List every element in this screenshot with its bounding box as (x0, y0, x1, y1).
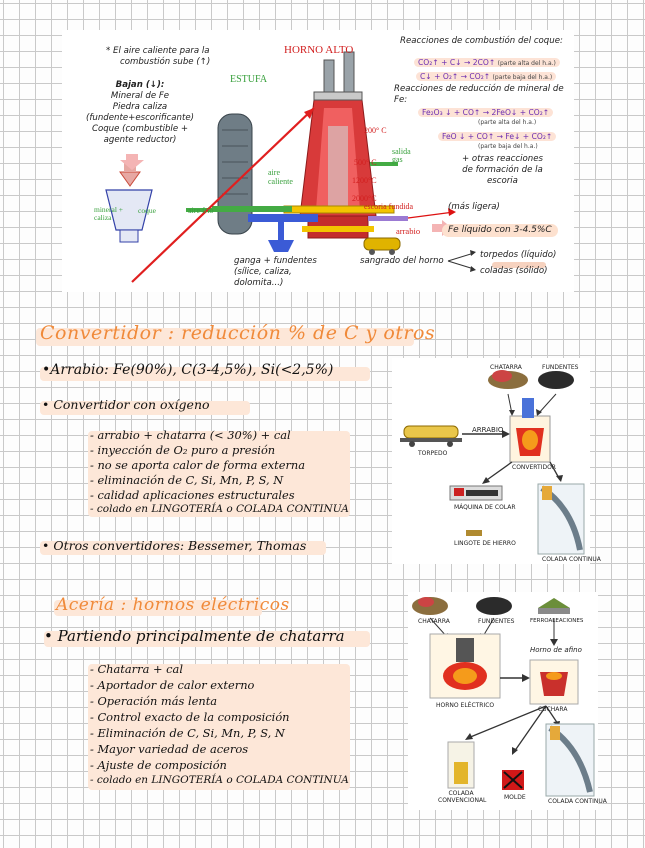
ganga-line: (sílice, caliza, (234, 267, 292, 277)
bajan-item: Piedra caliza (112, 102, 168, 112)
diag-horno-electrico: HORNO ELÉCTRICO (436, 702, 495, 709)
eq-text: Fe₂O₃ ↓ + CO↑ → 2FeO↓ + CO₂↑ (422, 108, 550, 117)
estufa-title: ESTUFA (230, 74, 268, 85)
ganga-block (234, 256, 317, 289)
otras-line: + otras reacciones (462, 154, 543, 164)
diag-convertidor: CONVERTIDOR (512, 464, 556, 471)
reduccion-eq (438, 124, 556, 150)
hopper-label-coque: coque (138, 206, 156, 215)
temp-2000: 2000°C (352, 194, 377, 203)
ganga-line: dolomita...) (234, 278, 284, 288)
diag-colada-continua: COLADA CONTINUA (548, 798, 607, 805)
diag-cuchara: CUCHARA (538, 706, 568, 713)
eq-text: FeO ↓ + CO↑ → Fe↓ + CO₂↑ (442, 132, 553, 141)
diag-ferroaleaciones: FERROALEACIONES (530, 618, 584, 624)
aire-frio-label: aire frío (188, 206, 214, 215)
diag-horno-afino: Horno de afino (530, 646, 582, 654)
conv-item: - eliminación de C, Si, Mn, P, S, N (90, 473, 284, 487)
eq-text: C↓ + O₂↑ → CO₂↑ (420, 72, 491, 81)
diag-chatarra: CHATARRA (418, 618, 450, 625)
temp-500: 500° C (354, 158, 377, 167)
bajan-item: (fundente+escorificante) (86, 113, 194, 123)
reduccion-eq (418, 100, 553, 126)
aceria-item: - Operación más lenta (90, 694, 218, 708)
aceria-item: - Eliminación de C, Si, Mn, P, S, N (90, 726, 285, 740)
diag-molde: MOLDE (504, 794, 526, 801)
convertidor-title: Convertidor : reducción % de C y otros (40, 322, 436, 344)
fe-liquido-label: Fe líquido con 3-4.5%C (442, 224, 558, 237)
bajan-item: agente reductor) (103, 135, 177, 145)
otras-line: de formación de la (462, 165, 543, 175)
eq-note: (parte baja del h.a.) (478, 143, 538, 150)
aceria-item: - Control exacto de la composición (90, 710, 290, 724)
diag-maquina: MÁQUINA DE COLAR (454, 504, 516, 511)
otros-line: • Otros convertidores: Bessemer, Thomas (42, 538, 307, 553)
aceria-title: Acería : hornos eléctricos (56, 595, 290, 615)
ganga-line: ganga + fundentes (234, 256, 317, 266)
arrabio-line: •Arrabio: Fe(90%), C(3-4,5%), Si(<2,5%) (42, 362, 334, 378)
bajan-item: Coque (combustible + (91, 124, 189, 134)
aceria-item: - Mayor variedad de aceros (90, 742, 249, 756)
partiendo-line: • Partiendo principalmente de chatarra (44, 627, 345, 645)
combustion-title: Reacciones de combustión del coque: (400, 36, 563, 46)
diag-colada: COLADA CONTINUA (542, 556, 601, 563)
aceria-item: - Ajuste de composición (90, 758, 227, 772)
bajan-title: Bajan (↓): (115, 80, 165, 90)
oxigeno-line: • Convertidor con oxígeno (42, 397, 210, 412)
eq-text: CO₂↑ + C↓ → 2CO↑ (418, 58, 496, 67)
convertidor-illustration (392, 358, 590, 564)
bajan-block (80, 80, 200, 146)
blast-furnace-figure (62, 30, 574, 292)
salida-gas-label: salida gas (392, 147, 411, 164)
temp-1200: 1200°C (352, 176, 377, 185)
diag-arrabio: ARRABIO (472, 426, 504, 434)
conv-item: - colado en LINGOTERÍA o COLADA CONTINUA (90, 503, 349, 515)
fig-note (106, 46, 210, 68)
hopper-label-mineral: mineral + caliza (94, 205, 124, 222)
arrabio-label: arrabio (396, 226, 421, 236)
mas-ligera-label: (más ligera) (448, 202, 500, 212)
eq-note: (parte alta del h.a.) (497, 60, 556, 67)
diag-colada-conv: COLADA CONVENCIONAL (438, 790, 487, 804)
aceria-item: - Chatarra + cal (90, 662, 183, 676)
temp-200: 200° C (364, 126, 387, 135)
aire-caliente-label: aire caliente (268, 168, 293, 186)
aceria-item: - colado en LINGOTERÍA o COLADA CONTINUA (90, 774, 349, 786)
sangrado-label: sangrado del horno (360, 256, 444, 266)
escoria-label: escoria fundida (364, 202, 414, 211)
otras-block (462, 154, 543, 187)
diag-lingote: LINGOTE DE HIERRO (454, 540, 516, 547)
combustion-eq (416, 64, 556, 83)
torpedos-label: torpedos (líquido) (480, 250, 557, 260)
diag-chatarra: CHATARRA (490, 364, 522, 371)
coladas-label: coladas (sólido) (480, 266, 548, 276)
conv-item: - inyección de O₂ puro a presión (90, 443, 276, 457)
eq-note: (parte alta del h.a.) (478, 119, 537, 126)
bajan-item: Mineral de Fe (110, 91, 170, 101)
conv-item: - no se aporta calor de forma externa (90, 458, 306, 472)
reduccion-title: Reacciones de reducción de mineral de Fe: (394, 84, 564, 105)
conv-item: - calidad aplicaciones estructurales (90, 488, 295, 502)
diag-fundentes: FUNDENTES (542, 364, 579, 371)
horno-alto-title: HORNO ALTO (284, 44, 354, 56)
note-line: combustión sube (↑) (120, 57, 211, 67)
conv-item: - arrabio + chatarra (< 30%) + cal (90, 428, 291, 442)
convertidor-diagram (392, 358, 601, 564)
otras-line: escoria (487, 176, 518, 186)
diag-fundentes: FUNDENTES (478, 618, 515, 625)
aceria-diagram (408, 592, 607, 810)
eq-note: (parte baja del h.a.) (492, 74, 553, 81)
aceria-item: - Aportador de calor externo (90, 678, 255, 692)
note-line: * El aire caliente para la (106, 46, 210, 56)
diag-torpedo: TORPEDO (418, 450, 448, 457)
